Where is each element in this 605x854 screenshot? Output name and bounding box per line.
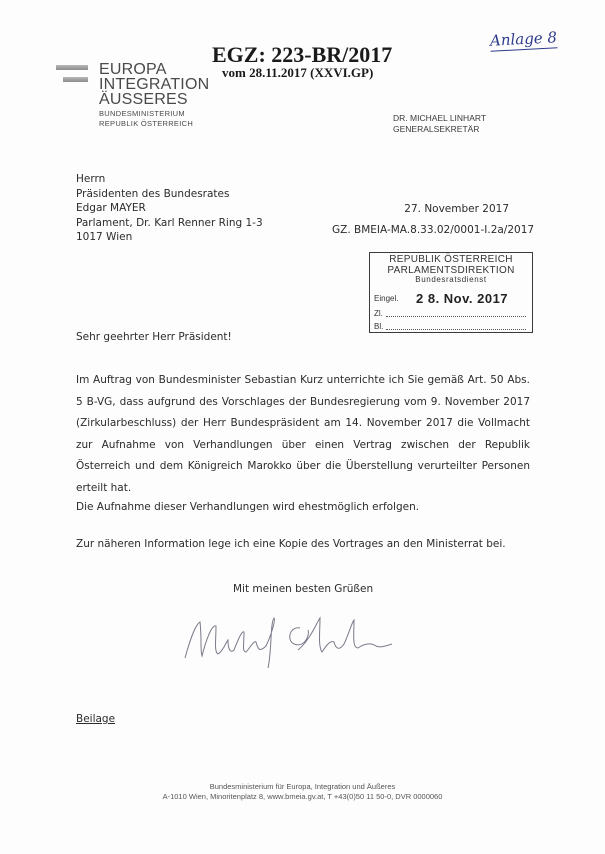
ministry-line: BUNDESMINISTERIUM (99, 109, 185, 118)
stamp-bl-line (386, 321, 526, 330)
address-line: Herrn (76, 173, 106, 185)
stamp-received-date: 2 8. Nov. 2017 (416, 291, 509, 306)
logo-bar-bottom (63, 77, 88, 82)
salutation: Sehr geehrter Herr Präsident! (76, 331, 232, 343)
address-line: 1017 Wien (76, 231, 133, 243)
ministry-name (99, 109, 209, 129)
address-line: Edgar MAYER (76, 202, 146, 214)
stamp-zl-line (386, 308, 526, 317)
address-line: Parlament, Dr. Karl Renner Ring 1-3 (76, 216, 263, 229)
closing: Mit meinen besten Grüßen (233, 583, 374, 595)
stamp-line-1: REPUBLIK ÖSTERREICH (389, 254, 513, 265)
handwritten-annotation: Anlage 8 (489, 28, 558, 50)
sender-title: GENERALSEKRETÄR (393, 124, 480, 134)
address-line: Präsidenten des Bundesrates (76, 187, 230, 200)
logo-line: ÄUSSERES (99, 91, 188, 108)
signature (180, 610, 410, 674)
registry-date: vom 28.11.2017 (XXVI.GP) (222, 65, 374, 80)
logo-bar-top (56, 65, 88, 70)
logo-text (99, 62, 209, 129)
signature-scribble (180, 610, 410, 670)
footer (0, 782, 605, 802)
registry-number: EGZ: 223-BR/2017 (212, 42, 393, 67)
footer-line-2: A-1010 Wien, Minoritenplatz 8, www.bmeia.gv.at, T +43(0)50 11 50-0, DVR 0000060 (162, 792, 443, 801)
stamp-zl-label: Zl. (374, 309, 383, 318)
body-paragraph-2: Die Aufnahme dieser Verhandlungen wird ehestmöglich erfolgen. (76, 501, 420, 513)
body-paragraph-1: Im Auftrag von Bundesminister Sebastian Kurz unterrichte ich Sie gemäß Art. 50 Abs. 5 B-VG, dass aufgrund des Vorschlages der Bundesregierung vom 9. November 2017 (Zirkularbeschluss) der Herr Bundespräsident am 14. November 2017 die Vollmacht zur Aufnahme von Verhandlungen über einen Vertrag zwischen der Republik Österreich und dem Königreich Marokko über die Überstellung verurteilter Personen erteilt hat. (76, 374, 530, 494)
recipient-address (76, 172, 263, 245)
footer-line-1: Bundesministerium für Europa, Integration und Äußeres (209, 782, 396, 791)
logo-line: INTEGRATION (99, 76, 210, 93)
receipt-stamp (369, 252, 533, 333)
stamp-line-2: PARLAMENTSDIREKTION (387, 265, 515, 276)
reference-number: GZ. BMEIA-MA.8.33.02/0001-I.2a/2017 (332, 224, 535, 236)
enclosure-label: Beilage (76, 713, 116, 725)
stamp-line-3: Bundesratsdienst (415, 275, 487, 284)
sender-block (393, 113, 486, 135)
letter-date: 27. November 2017 (404, 203, 509, 215)
ministry-line: REPUBLIK ÖSTERREICH (99, 119, 194, 128)
logo-line: EUROPA (99, 61, 167, 78)
stamp-received-label: Eingel. (374, 294, 399, 303)
sender-name: DR. MICHAEL LINHART (393, 113, 487, 123)
stamp-bl-label: Bl. (374, 322, 384, 331)
body-paragraph-3: Zur näheren Information lege ich eine Kopie des Vortrages an den Ministerrat bei. (76, 538, 506, 550)
